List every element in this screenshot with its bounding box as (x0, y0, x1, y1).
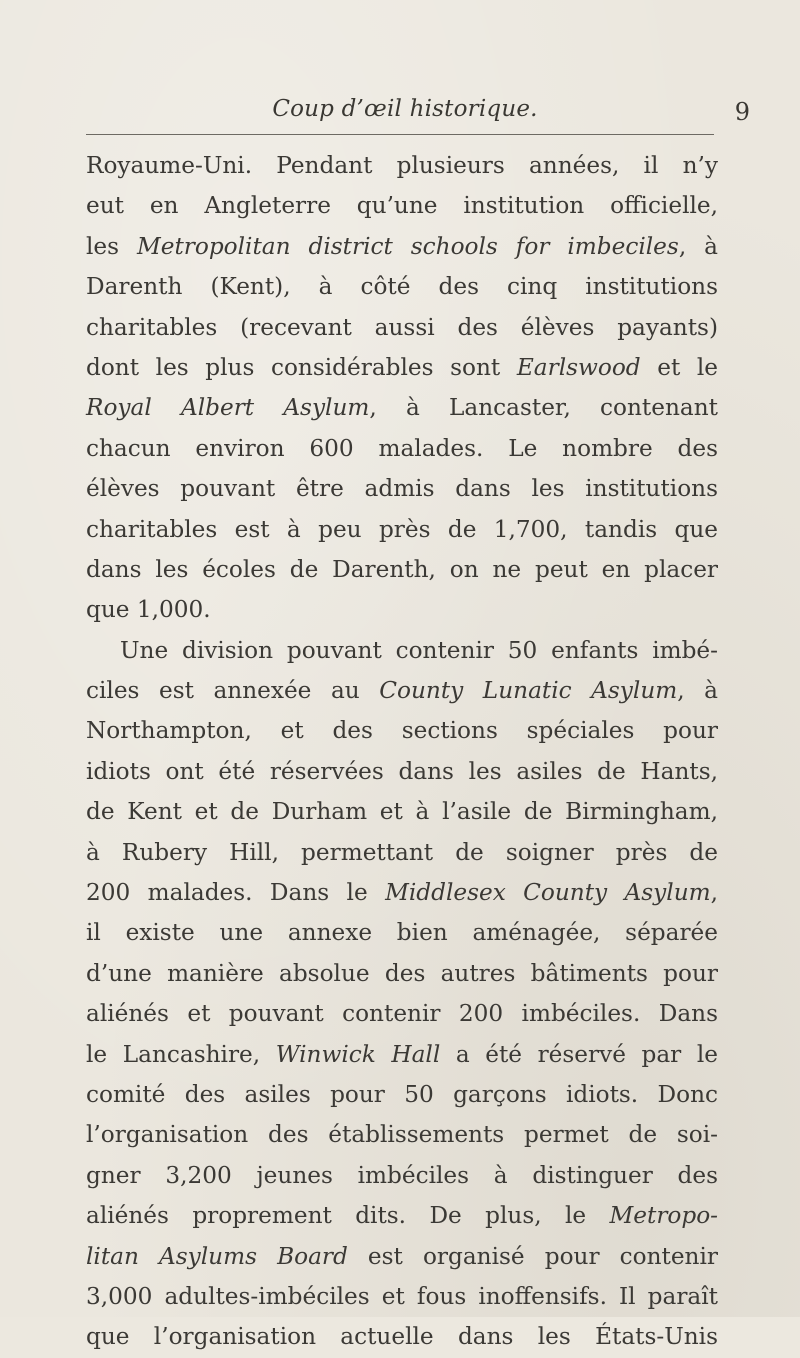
page-header (60, 96, 750, 136)
text-line: que l’organisation actuelle dans les États-Unis (86, 1323, 718, 1351)
text-line: de Kent et de Durham et à l’asile de Birmingham, (86, 798, 718, 826)
text-line: que 1,000. (86, 596, 211, 624)
text-line: Une division pouvant contenir 50 enfants imbé- (120, 636, 718, 664)
text-line: aliénés et pouvant contenir 200 imbéciles. Dans (86, 1000, 718, 1028)
text-line: charitables (recevant aussi des élèves payants) (86, 313, 718, 341)
text-line: dans les écoles de Darenth, on ne peut en placer (86, 555, 718, 583)
text-line: d’une manière absolue des autres bâtiments pour (86, 959, 718, 987)
text-line: Royaume-Uni. Pendant plusieurs années, il n’y (86, 152, 718, 179)
text-line: les Metropolitan district schools for imbeciles, à (86, 232, 718, 260)
text-line: chacun environ 600 malades. Le nombre des (86, 434, 718, 462)
page-number: 9 (734, 98, 750, 126)
text-line: l’organisation des établissements permet de soi- (86, 1121, 718, 1149)
italic-term: County Lunatic Asylum (379, 677, 678, 705)
header-rule (86, 134, 714, 135)
italic-term: Winwick Hall (275, 1040, 441, 1068)
text-line: le Lancashire, Winwick Hall a été réservé par le (86, 1040, 718, 1068)
italic-term: Royal Albert Asylum (86, 394, 370, 422)
text-line: eut en Angleterre qu’une institution officielle, (86, 192, 718, 220)
text-line: ciles est annexée au County Lunatic Asylum, à (86, 677, 718, 705)
text-line: idiots ont été réservées dans les asiles de Hants, (86, 757, 718, 785)
text-line: aliénés proprement dits. De plus, le Metropo- (86, 1202, 718, 1230)
italic-term: litan Asylums Board (86, 1242, 348, 1270)
italic-term: Metropo- (609, 1202, 718, 1230)
text-line: il existe une annexe bien aménagée, séparée (86, 919, 718, 947)
text-line: Darenth (Kent), à côté des cinq institutions (86, 273, 718, 301)
italic-term: Earlswood (516, 353, 641, 381)
text-line: Northampton, et des sections spéciales pour (86, 717, 718, 745)
running-title: Coup d’œil historique. (272, 96, 538, 122)
italic-term: Metropolitan district schools for imbeciles (137, 232, 679, 260)
text-line: à Rubery Hill, permettant de soigner près de (86, 838, 718, 866)
italic-term: Middlesex County Asylum (385, 879, 711, 907)
body-text (86, 146, 718, 1358)
text-line: 3,000 adultes-imbéciles et fous inoffensifs. Il paraît (86, 1282, 718, 1310)
text-line: litan Asylums Board est organisé pour contenir (86, 1242, 718, 1270)
text-line: dont les plus considérables sont Earlswood et le (86, 353, 719, 381)
text-line: charitables est à peu près de 1,700, tandis que (86, 515, 718, 543)
text-line: comité des asiles pour 50 garçons idiots. Donc (86, 1080, 718, 1108)
text-line: gner 3,200 jeunes imbéciles à distinguer des (86, 1161, 718, 1189)
text-line: 200 malades. Dans le Middlesex County Asylum, (86, 879, 718, 907)
text-line: élèves pouvant être admis dans les institutions (86, 475, 718, 503)
text-line: Royal Albert Asylum, à Lancaster, contenant (86, 394, 718, 422)
